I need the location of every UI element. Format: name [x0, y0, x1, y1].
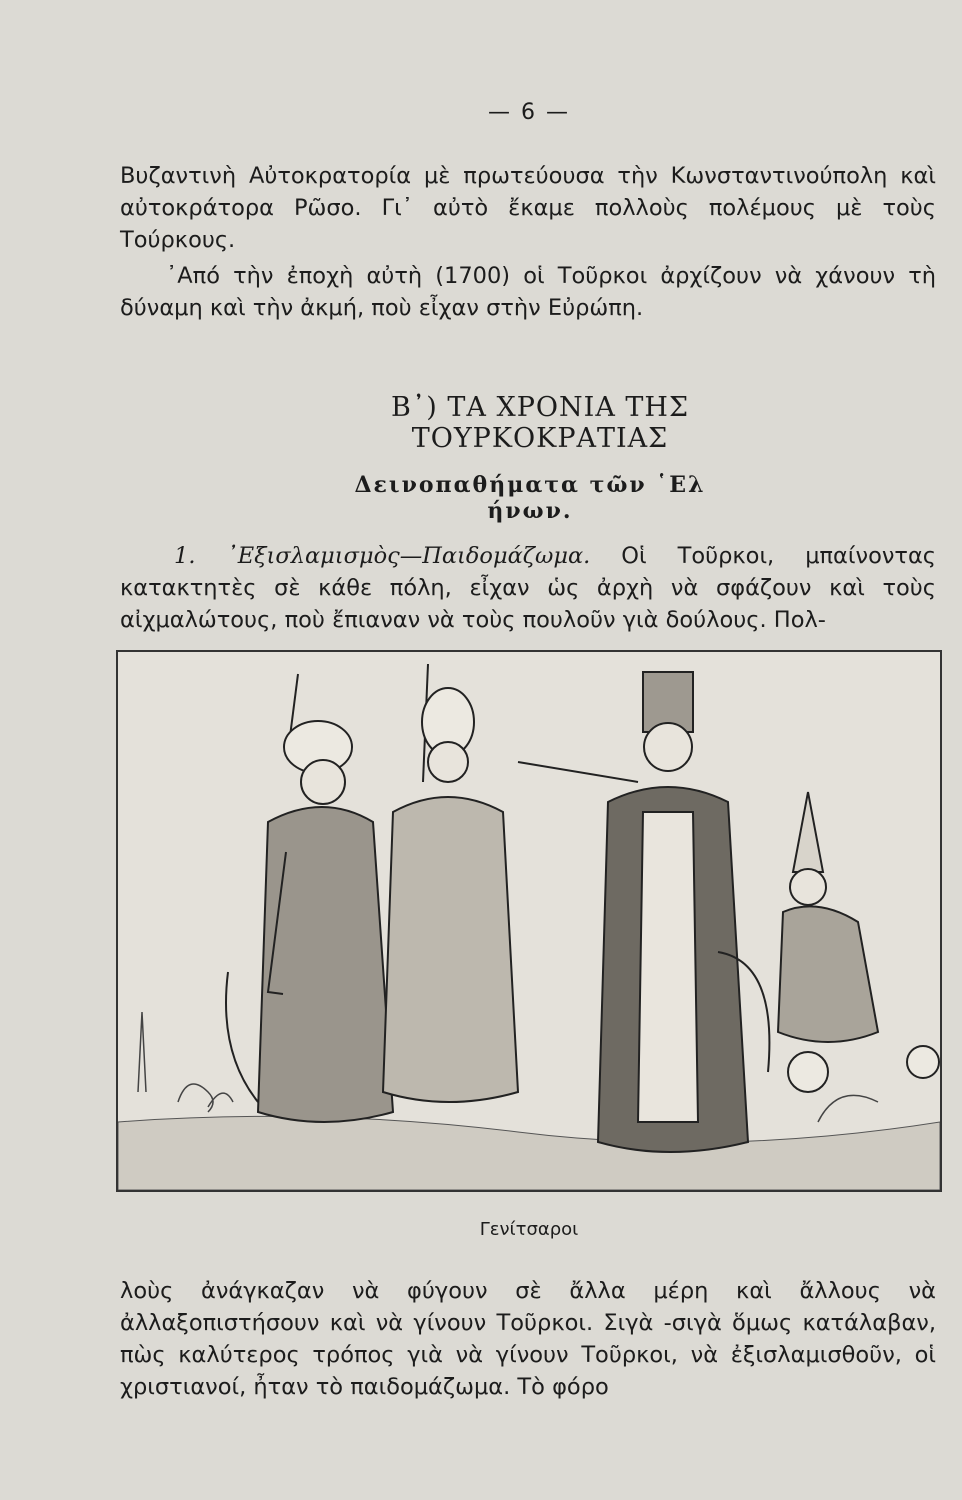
page-number: — 6 — [488, 100, 570, 125]
paragraph-topic [120, 540, 936, 636]
figure-caption: Γενίτσαροι [479, 1219, 579, 1240]
paragraph-intro-2: ᾽Από τὴν ἐποχὴ αὐτὴ (1700) οἱ Τοῦρκοι ἀρχίζουν νὰ χάνουν τὴ δύναμη καὶ τὴν ἀκμή, ποὺ εἶχαν στὴν Εὐρώπη. [120, 263, 936, 321]
section-title: Β᾽) ΤΑ ΧΡΟΝΙΑ ΤΗΣ ΤΟΥΡΚΟΚΡΑΤΙΑΣ [390, 392, 690, 454]
janissary-figure-1 [226, 674, 393, 1122]
janissaries-illustration [116, 650, 942, 1192]
section-subtitle: Δεινοπαθήματα τῶν ῾Ελ ήνων. [354, 472, 706, 524]
paragraph-continuation: λοὺς ἀνάγκαζαν νὰ φύγουν σὲ ἄλλα μέρη καὶ ἄλλους νὰ ἀλλαξοπιστήσουν καὶ νὰ γίνουν Τοῦρκοι. Σιγὰ -σιγὰ ὅμως κατάλαβαν, πὼς καλύτερος τρόπος γιὰ νὰ γίνουν Τοῦρκοι, νὰ ἐξισλαμισθοῦν, οἱ χριστιανοί, ἦταν τὸ παιδομάζωμα. Τὸ φόρο [120, 1278, 936, 1400]
janissary-figure-4 [778, 792, 939, 1092]
paragraph-intro-1: Βυζαντινὴ Αὐτοκρατορία μὲ πρωτεύουσα τὴν Κωνσταντινούπολη καὶ αὐτοκράτορα Ρῶσο. Γι᾽ αὐτὸ ἔκαμε πολλοὺς πολέμους μὲ τοὺς Τούρκους. [120, 163, 936, 253]
janissaries-engraving [118, 652, 940, 1190]
topic-heading: 1. ᾽Εξισλαμισμὸς—Παιδομάζωμα. [174, 543, 591, 569]
topic-text: Οἱ Τοῦρκοι, μπαίνοντας κατακτητὲς σὲ κάθε πόλη, εἶχαν ὡς ἀρχὴ νὰ σφάζουν καὶ τοὺς αἰχμαλώτους, ποὺ ἔπιαναν νὰ τοὺς πουλοῦν γιὰ δούλους. Πολ- [120, 543, 936, 633]
janissary-figure-3 [518, 672, 769, 1152]
janissary-figure-2 [383, 664, 518, 1102]
